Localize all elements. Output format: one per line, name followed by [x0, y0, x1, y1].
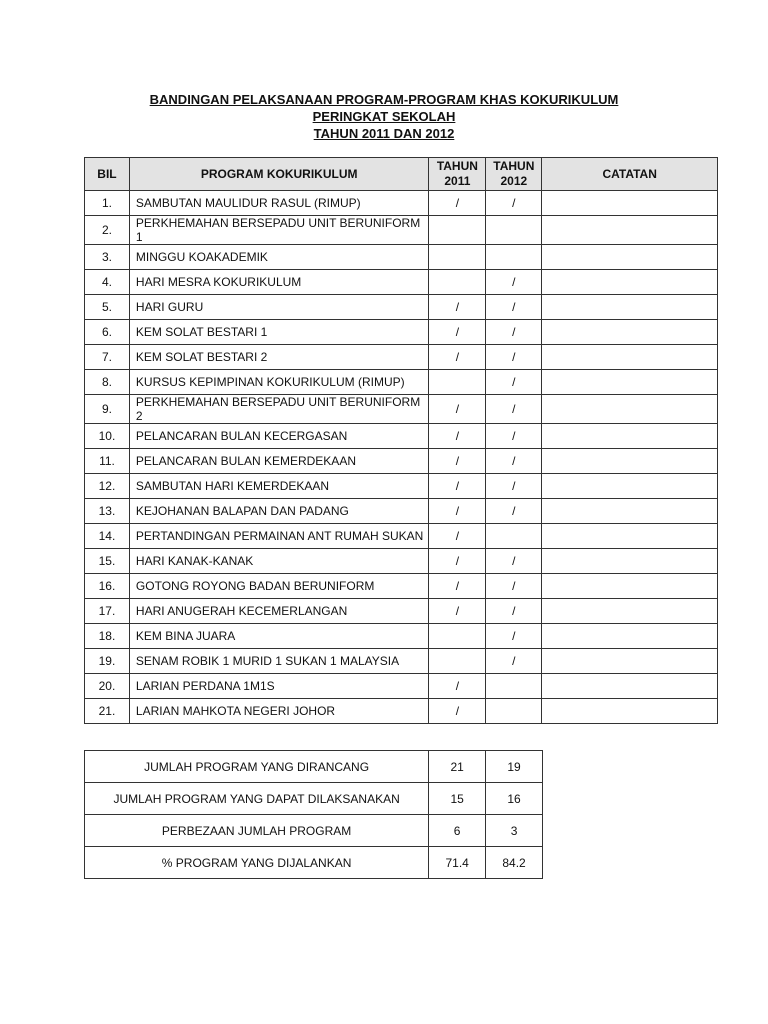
cell-bil: 5.	[85, 295, 130, 320]
table-row	[85, 499, 718, 524]
summary-tahun-2011: 15	[429, 783, 486, 815]
cell-tahun-2012	[486, 699, 542, 724]
cell-program: KEM BINA JUARA	[129, 624, 428, 649]
summary-label: JUMLAH PROGRAM YANG DAPAT DILAKSANAKAN	[85, 783, 429, 815]
cell-program: KEM SOLAT BESTARI 2	[129, 345, 428, 370]
cell-program: LARIAN PERDANA 1M1S	[129, 674, 428, 699]
table-row	[85, 449, 718, 474]
summary-row	[85, 847, 543, 879]
cell-bil: 21.	[85, 699, 130, 724]
table-row	[85, 474, 718, 499]
cell-bil: 12.	[85, 474, 130, 499]
cell-tahun-2012: /	[486, 345, 542, 370]
cell-tahun-2012: /	[486, 599, 542, 624]
cell-program: GOTONG ROYONG BADAN BERUNIFORM	[129, 574, 428, 599]
table-row	[85, 245, 718, 270]
cell-tahun-2012: /	[486, 424, 542, 449]
cell-bil: 19.	[85, 649, 130, 674]
cell-tahun-2012	[486, 216, 542, 245]
cell-bil: 17.	[85, 599, 130, 624]
table-row	[85, 320, 718, 345]
cell-bil: 20.	[85, 674, 130, 699]
cell-program: HARI KANAK-KANAK	[129, 549, 428, 574]
cell-program: KURSUS KEPIMPINAN KOKURIKULUM (RIMUP)	[129, 370, 428, 395]
header-program: PROGRAM KOKURIKULUM	[129, 158, 428, 191]
cell-tahun-2012: /	[486, 649, 542, 674]
cell-catatan	[542, 574, 718, 599]
cell-tahun-2011	[429, 649, 486, 674]
cell-program: PERTANDINGAN PERMAINAN ANT RUMAH SUKAN	[129, 524, 428, 549]
summary-tahun-2011: 71.4	[429, 847, 486, 879]
program-comparison-table	[84, 157, 718, 724]
cell-tahun-2012: /	[486, 624, 542, 649]
cell-bil: 2.	[85, 216, 130, 245]
table-row	[85, 395, 718, 424]
cell-tahun-2012	[486, 674, 542, 699]
summary-row	[85, 751, 543, 783]
cell-catatan	[542, 270, 718, 295]
table-header-row	[85, 158, 718, 191]
cell-tahun-2012: /	[486, 499, 542, 524]
cell-tahun-2011: /	[429, 295, 486, 320]
cell-tahun-2012: /	[486, 549, 542, 574]
cell-tahun-2012: /	[486, 270, 542, 295]
cell-catatan	[542, 191, 718, 216]
table-row	[85, 599, 718, 624]
cell-tahun-2011: /	[429, 474, 486, 499]
cell-program: PELANCARAN BULAN KEMERDEKAAN	[129, 449, 428, 474]
cell-tahun-2011: /	[429, 699, 486, 724]
summary-tahun-2012: 3	[486, 815, 543, 847]
cell-tahun-2011: /	[429, 499, 486, 524]
cell-program: KEM SOLAT BESTARI 1	[129, 320, 428, 345]
cell-catatan	[542, 499, 718, 524]
table-row	[85, 549, 718, 574]
cell-tahun-2011: /	[429, 395, 486, 424]
cell-tahun-2011: /	[429, 599, 486, 624]
document-title-line-1: BANDINGAN PELAKSANAAN PROGRAM-PROGRAM KHAS KOKURIKULUM	[149, 92, 619, 107]
cell-catatan	[542, 449, 718, 474]
cell-tahun-2012	[486, 245, 542, 270]
cell-program: PERKHEMAHAN BERSEPADU UNIT BERUNIFORM 1	[129, 216, 428, 245]
cell-catatan	[542, 216, 718, 245]
table-row	[85, 674, 718, 699]
summary-table	[84, 750, 543, 879]
cell-catatan	[542, 699, 718, 724]
cell-tahun-2012: /	[486, 295, 542, 320]
cell-tahun-2012: /	[486, 574, 542, 599]
cell-tahun-2011	[429, 370, 486, 395]
cell-catatan	[542, 295, 718, 320]
summary-row	[85, 783, 543, 815]
table-row	[85, 424, 718, 449]
header-tahun-2012: TAHUN 2012	[486, 158, 542, 191]
cell-bil: 11.	[85, 449, 130, 474]
cell-tahun-2011: /	[429, 674, 486, 699]
summary-tahun-2012: 84.2	[486, 847, 543, 879]
cell-program: HARI GURU	[129, 295, 428, 320]
cell-program: MINGGU KOAKADEMIK	[129, 245, 428, 270]
cell-bil: 9.	[85, 395, 130, 424]
cell-program: PELANCARAN BULAN KECERGASAN	[129, 424, 428, 449]
header-tahun-2011: TAHUN 2011	[429, 158, 486, 191]
cell-program: KEJOHANAN BALAPAN DAN PADANG	[129, 499, 428, 524]
table-row	[85, 699, 718, 724]
cell-bil: 7.	[85, 345, 130, 370]
cell-tahun-2012: /	[486, 474, 542, 499]
table-row	[85, 216, 718, 245]
cell-tahun-2011	[429, 245, 486, 270]
table-row	[85, 270, 718, 295]
cell-catatan	[542, 549, 718, 574]
cell-program: PERKHEMAHAN BERSEPADU UNIT BERUNIFORM 2	[129, 395, 428, 424]
cell-bil: 3.	[85, 245, 130, 270]
cell-tahun-2012: /	[486, 191, 542, 216]
cell-bil: 4.	[85, 270, 130, 295]
cell-tahun-2012: /	[486, 395, 542, 424]
summary-label: PERBEZAAN JUMLAH PROGRAM	[85, 815, 429, 847]
summary-tahun-2012: 19	[486, 751, 543, 783]
cell-bil: 10.	[85, 424, 130, 449]
cell-bil: 14.	[85, 524, 130, 549]
table-row	[85, 574, 718, 599]
cell-tahun-2012: /	[486, 320, 542, 345]
cell-tahun-2011: /	[429, 345, 486, 370]
cell-bil: 1.	[85, 191, 130, 216]
cell-bil: 16.	[85, 574, 130, 599]
summary-label: % PROGRAM YANG DIJALANKAN	[85, 847, 429, 879]
cell-tahun-2012	[486, 524, 542, 549]
cell-catatan	[542, 395, 718, 424]
cell-catatan	[542, 599, 718, 624]
cell-tahun-2011: /	[429, 424, 486, 449]
table-row	[85, 624, 718, 649]
summary-tahun-2011: 6	[429, 815, 486, 847]
table-row	[85, 345, 718, 370]
cell-tahun-2011: /	[429, 191, 486, 216]
header-catatan: CATATAN	[542, 158, 718, 191]
table-row	[85, 191, 718, 216]
cell-tahun-2011	[429, 216, 486, 245]
cell-catatan	[542, 424, 718, 449]
cell-program: SENAM ROBIK 1 MURID 1 SUKAN 1 MALAYSIA	[129, 649, 428, 674]
document-title-line-3: TAHUN 2011 DAN 2012	[313, 126, 455, 141]
cell-program: HARI ANUGERAH KECEMERLANGAN	[129, 599, 428, 624]
cell-bil: 13.	[85, 499, 130, 524]
cell-bil: 15.	[85, 549, 130, 574]
cell-catatan	[542, 245, 718, 270]
cell-catatan	[542, 674, 718, 699]
document-title-line-2: PERINGKAT SEKOLAH	[312, 109, 456, 124]
summary-tahun-2011: 21	[429, 751, 486, 783]
cell-program: HARI MESRA KOKURIKULUM	[129, 270, 428, 295]
cell-tahun-2011	[429, 624, 486, 649]
table-row	[85, 649, 718, 674]
cell-tahun-2011: /	[429, 574, 486, 599]
table-row	[85, 524, 718, 549]
cell-tahun-2011: /	[429, 449, 486, 474]
cell-tahun-2012: /	[486, 370, 542, 395]
cell-catatan	[542, 370, 718, 395]
summary-tahun-2012: 16	[486, 783, 543, 815]
cell-catatan	[542, 524, 718, 549]
cell-catatan	[542, 649, 718, 674]
header-bil: BIL	[85, 158, 130, 191]
cell-catatan	[542, 345, 718, 370]
cell-program: LARIAN MAHKOTA NEGERI JOHOR	[129, 699, 428, 724]
cell-tahun-2012: /	[486, 449, 542, 474]
table-row	[85, 370, 718, 395]
cell-program: SAMBUTAN HARI KEMERDEKAAN	[129, 474, 428, 499]
cell-tahun-2011: /	[429, 320, 486, 345]
summary-label: JUMLAH PROGRAM YANG DIRANCANG	[85, 751, 429, 783]
cell-bil: 6.	[85, 320, 130, 345]
cell-catatan	[542, 474, 718, 499]
cell-program: SAMBUTAN MAULIDUR RASUL (RIMUP)	[129, 191, 428, 216]
cell-bil: 18.	[85, 624, 130, 649]
table-row	[85, 295, 718, 320]
summary-row	[85, 815, 543, 847]
cell-catatan	[542, 624, 718, 649]
cell-catatan	[542, 320, 718, 345]
cell-tahun-2011: /	[429, 524, 486, 549]
cell-tahun-2011	[429, 270, 486, 295]
cell-tahun-2011: /	[429, 549, 486, 574]
cell-bil: 8.	[85, 370, 130, 395]
